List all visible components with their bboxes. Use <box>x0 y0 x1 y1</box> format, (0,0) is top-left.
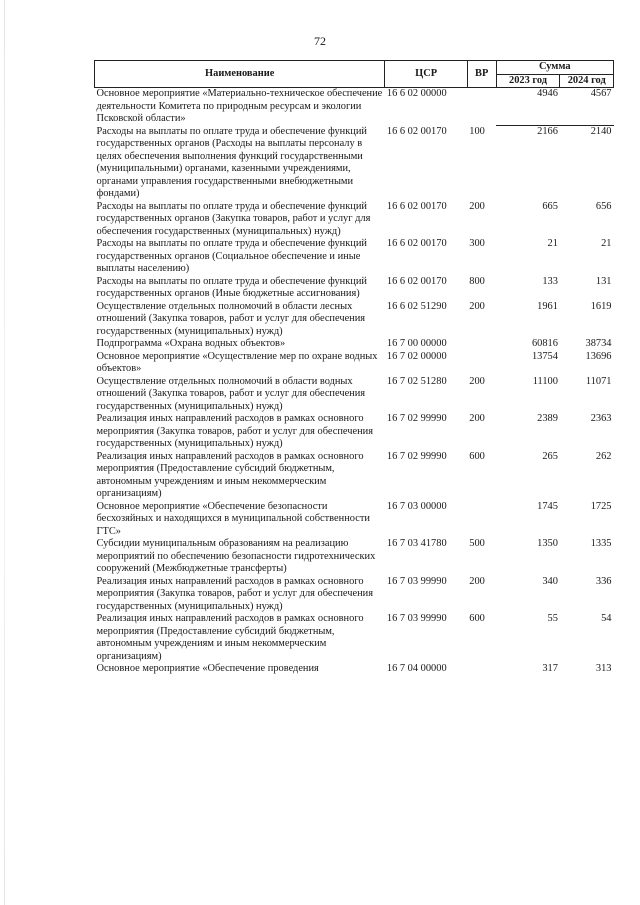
header-year-2023: 2023 год <box>496 74 560 88</box>
header-sum: Сумма <box>496 61 613 75</box>
row-csr: 16 7 00 00000 <box>386 338 447 349</box>
row-csr: 16 7 04 00000 <box>386 663 447 674</box>
row-sum-2023: 265 <box>542 450 558 462</box>
row-sum-2024: 336 <box>595 575 612 587</box>
row-csr: 16 7 03 99990 <box>386 575 447 587</box>
row-sum-2024: 2363 <box>590 413 612 424</box>
row-name: Субсидии муниципальным образованиям на реализацию мероприятий по обеспечению безопасности гидротехнических сооружений (Межбюджетные трансферты) <box>96 538 376 574</box>
row-sum-2023: 133 <box>542 275 558 287</box>
table-row <box>95 576 614 614</box>
table-row <box>95 338 614 351</box>
budget-table <box>94 60 614 676</box>
row-vr <box>467 663 496 676</box>
row-sum-2023: 60816 <box>531 338 558 349</box>
row-name: Осуществление отдельных полномочий в области водных отношений (Закупка товаров, работ и услуг для обеспечения государственных (муниципальных) нужд) <box>96 375 366 412</box>
table-row <box>95 376 614 414</box>
table-row <box>95 276 614 301</box>
row-vr: 200 <box>469 413 485 424</box>
row-csr: 16 7 02 99990 <box>386 413 447 424</box>
row-csr: 16 6 02 00000 <box>386 88 447 99</box>
row-sum-2023: 55 <box>547 613 558 624</box>
row-vr <box>467 88 496 126</box>
row-sum-2024: 21 <box>601 238 612 249</box>
row-name: Реализация иных направлений расходов в рамках основного мероприятия (Закупка товаров, работ и услуг для обеспечения государственных (муниципальных) нужд) <box>96 413 373 449</box>
table-row <box>95 501 614 539</box>
row-sum-2023: 665 <box>542 200 558 212</box>
row-vr: 500 <box>469 538 485 549</box>
table-row <box>95 663 614 676</box>
row-name: Основное мероприятие «Обеспечение безопасности бесхозяйных и находящихся в муниципальной собственности ГТС» <box>96 500 370 537</box>
table-row <box>95 413 614 451</box>
row-vr <box>467 338 496 351</box>
row-csr: 16 6 02 51290 <box>386 300 447 312</box>
row-sum-2024: 54 <box>601 613 612 624</box>
row-csr: 16 7 03 41780 <box>386 538 447 549</box>
row-sum-2023: 1961 <box>537 300 558 312</box>
row-csr: 16 7 02 00000 <box>386 350 447 362</box>
row-name: Основное мероприятие «Осуществление мер по охране водных объектов» <box>96 350 378 374</box>
row-name: Расходы на выплаты по оплате труда и обеспечение функций государственных органов (Социальное обеспечение и иные выплаты населению) <box>96 238 367 274</box>
row-vr: 200 <box>469 575 485 587</box>
header-name: Наименование <box>95 61 385 88</box>
row-sum-2023: 2389 <box>537 413 558 424</box>
row-csr: 16 7 03 00000 <box>386 500 447 512</box>
table-row <box>95 238 614 276</box>
row-sum-2024: 262 <box>595 450 612 462</box>
row-name: Основное мероприятие «Материально-техническое обеспечение деятельности Комитета по природным ресурсам и экологии Псковской области» <box>96 88 383 124</box>
row-sum-2023: 317 <box>542 663 558 674</box>
row-csr: 16 6 02 00170 <box>386 275 447 287</box>
row-vr <box>467 351 496 376</box>
row-sum-2024: 656 <box>595 200 612 212</box>
row-name: Расходы на выплаты по оплате труда и обеспечение функций государственных органов (Закупка товаров, работ и услуг для обеспечения государственных (муниципальных) нужд) <box>96 200 371 237</box>
row-name: Подпрограмма «Охрана водных объектов» <box>96 338 286 349</box>
row-vr <box>467 501 496 539</box>
row-sum-2023: 1745 <box>537 500 558 512</box>
row-csr: 16 6 02 00170 <box>386 125 447 137</box>
row-vr: 600 <box>469 613 485 624</box>
row-sum-2024: 1619 <box>590 300 612 312</box>
row-sum-2024: 1725 <box>590 500 612 512</box>
table-row <box>95 88 614 126</box>
row-vr: 600 <box>469 450 485 462</box>
row-sum-2024: 313 <box>595 663 612 674</box>
row-vr: 800 <box>469 275 485 287</box>
row-sum-2023: 21 <box>547 238 558 249</box>
row-csr: 16 6 02 00170 <box>386 238 447 249</box>
table-row <box>95 301 614 339</box>
row-sum-2024: 1335 <box>590 538 612 549</box>
row-sum-2023: 1350 <box>537 538 558 549</box>
row-vr: 200 <box>469 375 485 387</box>
row-name: Реализация иных направлений расходов в рамках основного мероприятия (Закупка товаров, работ и услуг для обеспечения государственных (муниципальных) нужд) <box>96 575 373 612</box>
row-sum-2023: 13754 <box>531 350 558 362</box>
table-row <box>95 126 614 201</box>
table-row <box>95 451 614 501</box>
row-sum-2023: 4946 <box>496 88 560 126</box>
row-name: Реализация иных направлений расходов в рамках основного мероприятия (Предоставление субсидий бюджетным, автономным учреждениям и иным некоммерческим организациям) <box>96 450 364 499</box>
row-sum-2024: 13696 <box>585 350 612 362</box>
row-vr: 200 <box>469 300 485 312</box>
row-csr: 16 7 03 99990 <box>386 613 447 624</box>
row-name: Реализация иных направлений расходов в рамках основного мероприятия (Предоставление субсидий бюджетным, автономным учреждениям и иным некоммерческим организациям) <box>96 613 364 662</box>
table-row <box>95 538 614 576</box>
row-vr: 100 <box>469 125 485 137</box>
row-sum-2023: 11100 <box>532 375 558 387</box>
row-sum-2024: 2140 <box>590 126 612 137</box>
table-row <box>95 613 614 663</box>
row-vr: 200 <box>469 200 485 212</box>
row-name: Осуществление отдельных полномочий в области лесных отношений (Закупка товаров, работ и услуг для обеспечения государственных (муниципальных) нужд) <box>96 300 366 337</box>
table-body <box>95 88 614 676</box>
table-row <box>95 351 614 376</box>
row-sum-2024: 38734 <box>585 338 612 349</box>
scan-edge <box>4 0 5 905</box>
row-name: Основное мероприятие «Обеспечение проведения <box>96 663 319 674</box>
table-header <box>95 61 614 88</box>
header-year-2024: 2024 год <box>560 74 614 88</box>
row-sum-2024: 131 <box>595 275 612 287</box>
row-vr: 300 <box>469 238 485 249</box>
row-csr: 16 7 02 51280 <box>386 375 447 387</box>
row-csr: 16 6 02 00170 <box>386 200 447 212</box>
row-sum-2024: 11071 <box>585 375 612 387</box>
table-row <box>95 201 614 239</box>
row-sum-2023: 340 <box>542 575 558 587</box>
header-vr: ВР <box>467 61 496 88</box>
header-csr: ЦСР <box>385 61 467 88</box>
row-sum-2024: 4567 <box>560 88 614 126</box>
row-name: Расходы на выплаты по оплате труда и обеспечение функций государственных органов (Расходы на выплаты персоналу в целях обеспечения выполнения функций государственными (муниципальными) органами, казенными учреждениями, органами управления государственными внебюджетными фондами) <box>96 125 367 199</box>
row-csr: 16 7 02 99990 <box>386 450 447 462</box>
page-number: 72 <box>314 34 326 48</box>
row-name: Расходы на выплаты по оплате труда и обеспечение функций государственных органов (Иные бюджетные ассигнования) <box>96 275 367 299</box>
row-sum-2023: 2166 <box>537 126 558 137</box>
